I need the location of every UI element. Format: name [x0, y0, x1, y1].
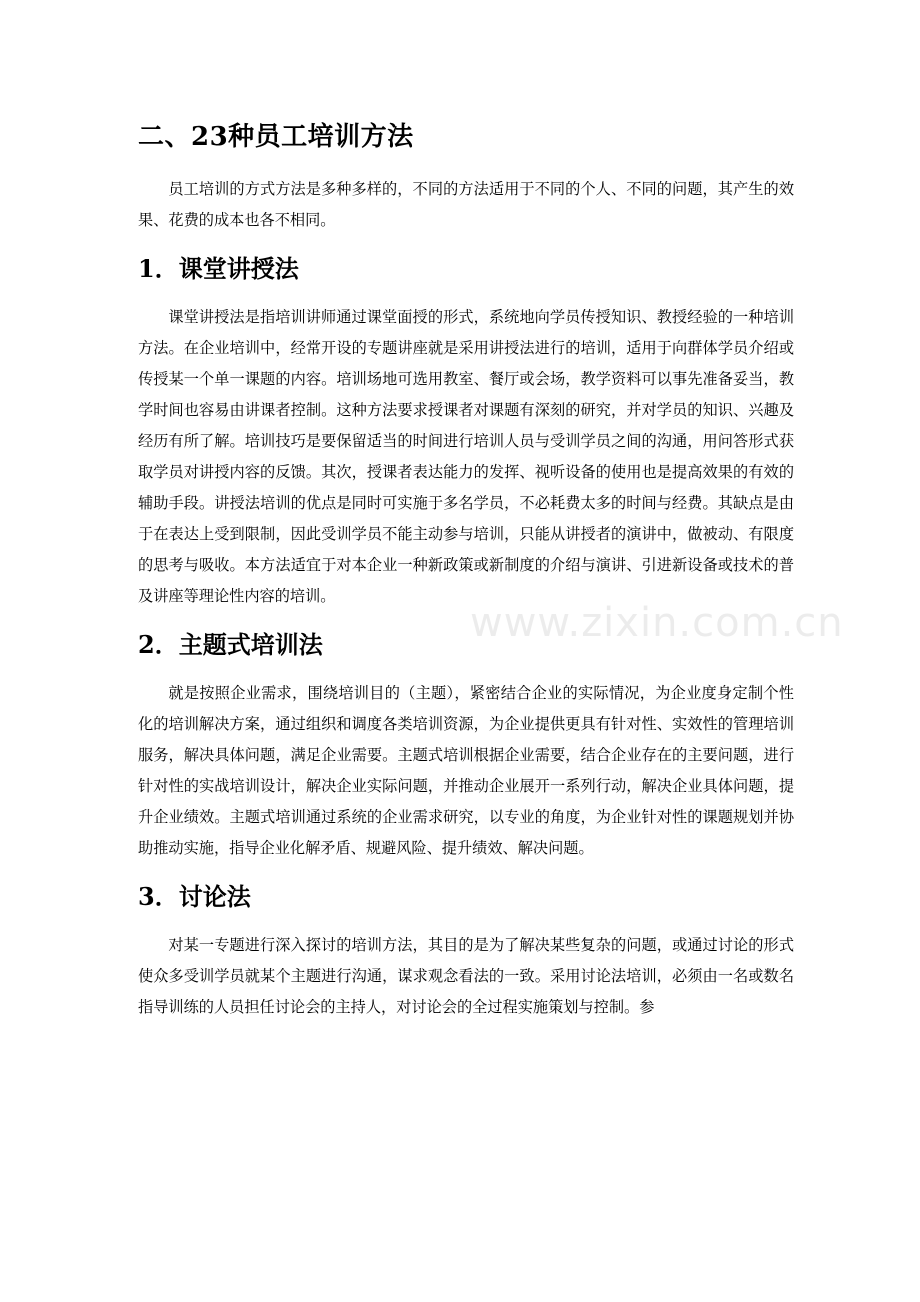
section-body-lecture: 课堂讲授法是指培训讲师通过课堂面授的形式，系统地向学员传授知识、教授经验的一种培训方法。在企业培训中，经常开设的专题讲座就是采用讲授法进行的培训，适用于向群体学员介绍或传授某一个单一课题的内容。培训场地可选用教室、餐厅或会场，教学资料可以事先准备妥当，教学时间也容易由讲课者控制。这种方法要求授课者对课题有深刻的研究，并对学员的知识、兴趣及经历有所了解。培训技巧是要保留适当的时间进行培训人员与受训学员之间的沟通，用问答形式获取学员对讲授内容的反馈。其次，授课者表达能力的发挥、视听设备的使用也是提高效果的有效的辅助手段。讲授法培训的优点是同时可实施于多名学员，不必耗费太多的时间与经费。其缺点是由于在表达上受到限制，因此受训学员不能主动参与培训，只能从讲授者的演讲中，做被动、有限度的思考与吸收。本方法适宜于对本企业一种新政策或新制度的介绍与演讲、引进新设备或技术的普及讲座等理论性内容的培训。 [138, 308, 794, 605]
section-heading-thematic: 2．主题式培训法 [138, 630, 323, 659]
section-heading-lecture: 1．课堂讲授法 [138, 254, 299, 283]
page-title: 二、23种员工培训方法 [138, 122, 414, 152]
section-body-discussion: 对某一专题进行深入探讨的培训方法，其目的是为了解决某些复杂的问题，或通过讨论的形式使众多受训学员就某个主题进行沟通，谋求观念看法的一致。采用讨论法培训，必须由一名或数名指导训练的人员担任讨论会的主持人，对讨论会的全过程实施策划与控制。参 [138, 936, 794, 1016]
section-heading-discussion: 3．讨论法 [138, 882, 251, 911]
section-body-thematic: 就是按照企业需求，围绕培训目的（主题），紧密结合企业的实际情况，为企业度身定制个性化的培训解决方案，通过组织和调度各类培训资源，为企业提供更具有针对性、实效性的管理培训服务，解决具体问题，满足企业需要。主题式培训根据企业需要，结合企业存在的主要问题，进行针对性的实战培训设计，解决企业实际问题，并推动企业展开一系列行动，解决企业具体问题，提升企业绩效。主题式培训通过系统的企业需求研究，以专业的角度，为企业针对性的课题规划并协助推动实施，指导企业化解矛盾、规避风险、提升绩效、解决问题。 [138, 684, 794, 857]
intro-paragraph: 员工培训的方式方法是多种多样的，不同的方法适用于不同的个人、不同的问题，其产生的效果、花费的成本也各不相同。 [138, 180, 794, 229]
document-content [138, 112, 794, 1023]
watermark-text: www.zixin.com.cn [470, 600, 844, 646]
